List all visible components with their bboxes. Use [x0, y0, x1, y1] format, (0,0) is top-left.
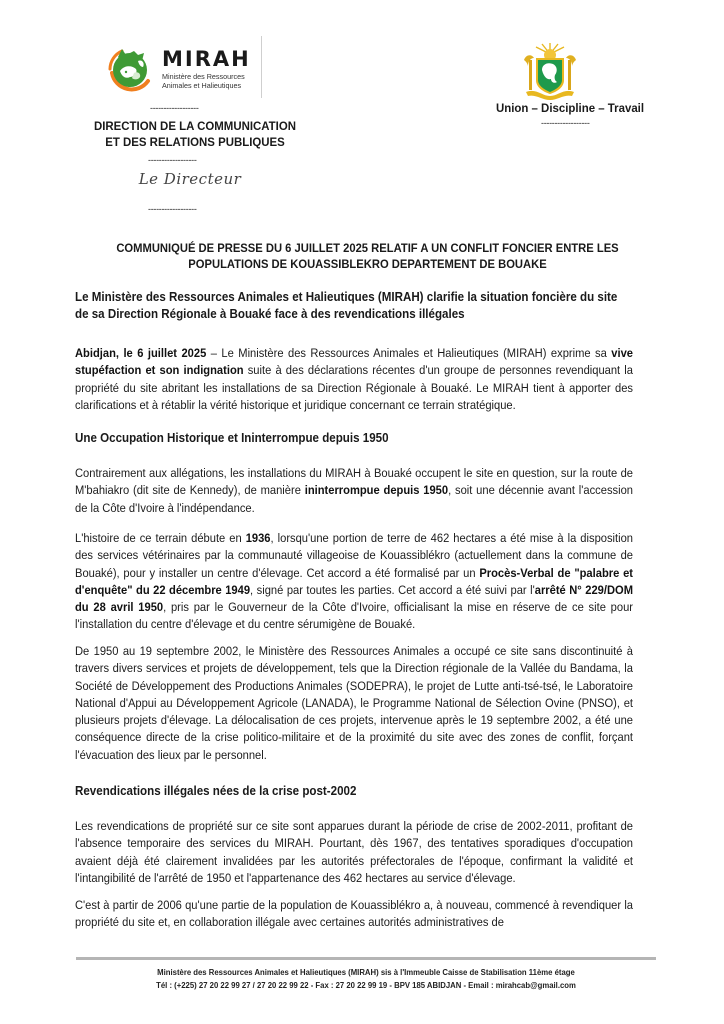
- footer-rule: [76, 957, 656, 960]
- separator: ------------------: [148, 204, 197, 214]
- paragraph-history: L'histoire de ce terrain débute en 1936, lorsqu'une portion de terre de 462 hectares a été mise à la disposition des services vétérinaires par la communauté villageoise de Kouassiblékro (actuellement dans la commune de Bouaké), pour y installer un centre d'élevage. Cet accord a été formalisé par un Procès-Verbal de "palabre et d'enquête" du 22 décembre 1949, signé par toutes les parties. Cet accord a été suivi par l'arrêté N° 229/DOM du 28 avril 1950, pris par le Gouverneur de la Côte d'Ivoire, officialisant la mise en réserve de ce site pour l'installation du centre d'élevage et du centre sérumigène de Bouaké.: [75, 531, 634, 632]
- cote-divoire-coat-of-arms-icon: [518, 40, 582, 104]
- footer-address: Ministère des Ressources Animales et Halieutiques (MIRAH) sis à l'Immeuble Caisse de Stabilisation 11ème étage: [157, 967, 575, 977]
- direction-line2: ET DES RELATIONS PUBLIQUES: [105, 135, 285, 149]
- document-title: [98, 240, 636, 272]
- logo-subtitle-line2: Animales et Halieutiques: [162, 80, 242, 90]
- separator: ------------------: [150, 103, 199, 113]
- intro-paragraph: Abidjan, le 6 juillet 2025 – Le Ministère des Ressources Animales et Halieutiques (MIRAH) exprime sa vive stupéfaction et son indignation suite à des déclarations récentes d'un groupe de personnes revendiquant la propriété du site abritant les installations de sa Direction Régionale à Bouaké. Le MIRAH tient à apporter des clarifications et à rétablir la vérité historique et juridique concernant ce terrain stratégique.: [75, 346, 634, 412]
- paragraph-claims: Les revendications de propriété sur ce site sont apparues durant la période de crise de 2002-2011, profitant de l'absence temporaire des services du MIRAH. Pourtant, dès 1967, des tentatives sporadiques d'occupation avaient déjà été clairement invalidées par les autorités préfectorales de l'époque, confirmant la validité et l'intangibilité de l'arrêté de 1950 et l'appartenance des 462 hectares au service d'élevage.: [75, 819, 633, 885]
- mirah-animals-logo-icon: [104, 43, 156, 95]
- lead-line2: de sa Direction Régionale à Bouaké face à des revendications illégales: [75, 307, 465, 321]
- title-line2: POPULATIONS DE KOUASSIBLEKRO DEPARTEMENT DE BOUAKE: [188, 257, 547, 271]
- separator: ------------------: [148, 155, 197, 165]
- logo-divider: [261, 36, 262, 98]
- lead-line1: Le Ministère des Ressources Animales et Halieutiques (MIRAH) clarifie la situation foncière du site: [75, 290, 618, 304]
- logo-title: MIRAH: [162, 46, 251, 71]
- direction-title: [69, 118, 320, 150]
- dateline: Abidjan, le 6 juillet 2025: [75, 346, 207, 360]
- title-line1: COMMUNIQUÉ DE PRESSE DU 6 JUILLET 2025 RELATIF A UN CONFLIT FONCIER ENTRE LES: [116, 241, 619, 255]
- mirah-logo: [104, 38, 264, 100]
- paragraph-services: De 1950 au 19 septembre 2002, le Ministère des Ressources Animales a occupé ce site sans discontinuité à travers divers services et projets de développement, tels que la Direction régionale de la Vallée du Bandama, la Société de Développement des Productions Animales (SODEPRA), le projet de Lutte anti-tsé-tsé, le Laboratoire National d'Appui au Développement Agricole (LANADA), le Programme National de Sélection Ovine (PNSO), et plusieurs projets d'élevage. La délocalisation de ces projets, intervenue après le 19 septembre 2002, a été une conséquence directe de la crise politico-militaire et de la proximité du site avec des zones de conflit, forçant l'évacuation des lieux par le personnel.: [75, 644, 633, 762]
- national-motto: Union – Discipline – Travail: [495, 101, 645, 115]
- logo-text: [162, 46, 251, 90]
- lead-headline: [75, 289, 636, 323]
- footer-contact: [105, 966, 627, 991]
- separator: ------------------: [541, 118, 590, 128]
- direction-line1: DIRECTION DE LA COMMUNICATION: [93, 119, 297, 133]
- paragraph-occupation: Contrairement aux allégations, les installations du MIRAH à Bouaké occupent le site en question, sur la route de M'bahiakro (dit site de Kennedy), de manière ininterrompue depuis 1950, soit une décennie avant l'accession de la Côte d'Ivoire à l'indépendance.: [75, 466, 633, 515]
- section-heading-claims: Revendications illégales nées de la crise post-2002: [75, 784, 357, 798]
- footer-phone-email: Tél : (+225) 27 20 22 99 27 / 27 20 22 99 22 - Fax : 27 20 22 99 19 - BPV 185 ABIDJAN - Email : mirahcab@gmail.com: [156, 979, 576, 990]
- section-heading-occupation: Une Occupation Historique et Ininterrompue depuis 1950: [75, 431, 389, 445]
- logo-subtitle-line1: Ministère des Ressources: [162, 71, 245, 81]
- paragraph-2006: C'est à partir de 2006 qu'une partie de la population de Kouassiblékro a, à nouveau, commencé à revendiquer la propriété du site et, en collaboration illégale avec certaines autorités administratives de: [75, 898, 633, 930]
- director-signature: Le Directeur: [138, 170, 242, 188]
